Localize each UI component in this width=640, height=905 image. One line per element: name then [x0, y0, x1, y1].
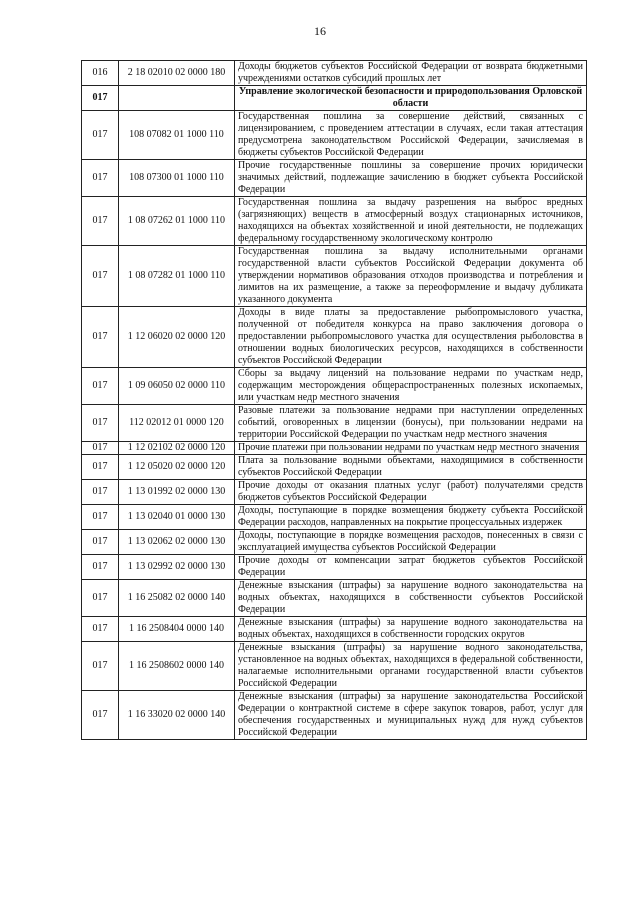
budget-code-cell: 1 12 06020 02 0000 120 [119, 307, 235, 368]
revenue-name-cell: Прочие доходы от компенсации затрат бюджетов субъектов Российской Федерации [235, 555, 587, 580]
admin-code-cell: 017 [82, 480, 119, 505]
admin-code-cell: 017 [82, 197, 119, 246]
revenue-name-cell: Денежные взыскания (штрафы) за нарушение водного законодательства, установленное на водных объектах, находящихся в федеральной собственности, налагаемые исполнительными органами государственной власти субъектов Российской Федерации [235, 642, 587, 691]
table-row [82, 580, 587, 617]
table-row [82, 617, 587, 642]
admin-code-cell: 016 [82, 61, 119, 86]
admin-code-cell: 017 [82, 160, 119, 197]
budget-code-cell: 1 12 05020 02 0000 120 [119, 455, 235, 480]
admin-code-cell: 017 [82, 580, 119, 617]
budget-code-cell: 108 07082 01 1000 110 [119, 111, 235, 160]
table-row [82, 160, 587, 197]
revenue-name-cell: Государственная пошлина за совершение действий, связанных с лицензированием, с проведением аттестации в случаях, если такая аттестация предусмотрена законодательством Российской Федерации, зачисляемая в бюджеты субъектов Российской Федерации [235, 111, 587, 160]
budget-code-cell: 1 16 33020 02 0000 140 [119, 691, 235, 740]
admin-code-cell: 017 [82, 86, 119, 111]
revenue-name-cell: Денежные взыскания (штрафы) за нарушение водного законодательства на водных объектах, находящихся в собственности субъектов Российской Федерации [235, 580, 587, 617]
table-row [82, 405, 587, 442]
budget-code-cell [119, 86, 235, 111]
table-row [82, 368, 587, 405]
table-row [82, 505, 587, 530]
table-row [82, 555, 587, 580]
revenue-name-cell: Доходы, поступающие в порядке возмещения расходов, понесенных в связи с эксплуатацией имущества субъектов Российской Федерации [235, 530, 587, 555]
table-row [82, 442, 587, 455]
revenue-name-cell: Прочие доходы от оказания платных услуг (работ) получателями средств бюджетов субъектов Российской Федерации [235, 480, 587, 505]
revenue-name-cell: Доходы, поступающие в порядке возмещения бюджету субъекта Российской Федерации расходов, направленных на покрытие процессуальных издержек [235, 505, 587, 530]
budget-code-cell: 1 13 02040 01 0000 130 [119, 505, 235, 530]
table-row [82, 642, 587, 691]
table-row [82, 246, 587, 307]
revenue-name-cell: Разовые платежи за пользование недрами при наступлении определенных событий, оговоренных в лицензии (бонусы), при пользовании недрами на территории Российской Федерации по участкам недр местного значения [235, 405, 587, 442]
table-row [82, 61, 587, 86]
revenue-name-cell: Доходы бюджетов субъектов Российской Федерации от возврата бюджетными учреждениями остатков субсидий прошлых лет [235, 61, 587, 86]
admin-code-cell: 017 [82, 555, 119, 580]
admin-code-cell: 017 [82, 691, 119, 740]
table-body [82, 61, 587, 740]
table-row [82, 111, 587, 160]
admin-code-cell: 017 [82, 455, 119, 480]
admin-code-cell: 017 [82, 530, 119, 555]
admin-code-cell: 017 [82, 442, 119, 455]
page-number: 16 [314, 24, 326, 38]
budget-code-cell: 1 13 02992 02 0000 130 [119, 555, 235, 580]
revenue-name-cell: Денежные взыскания (штрафы) за нарушение законодательства Российской Федерации о контрактной системе в сфере закупок товаров, работ, услуг для обеспечения государственных и муниципальных нужд для нужд субъектов Российской Федерации [235, 691, 587, 740]
admin-code-cell: 017 [82, 246, 119, 307]
revenue-name-cell: Доходы в виде платы за предоставление рыбопромыслового участка, полученной от победителя конкурса на право заключения договора о предоставлении рыбопромыслового участка для осуществления рыболовства в отношении водных биологических ресурсов, находящихся в собственности субъектов Российской Федерации [235, 307, 587, 368]
budget-code-cell: 1 09 06050 02 0000 110 [119, 368, 235, 405]
budget-code-cell: 1 16 25082 02 0000 140 [119, 580, 235, 617]
revenue-name-cell: Сборы за выдачу лицензий на пользование недрами по участкам недр, содержащим месторождения общераспространенных полезных ископаемых, или участкам недр местного значения [235, 368, 587, 405]
table-row [82, 480, 587, 505]
table-row [82, 307, 587, 368]
budget-code-cell: 2 18 02010 02 0000 180 [119, 61, 235, 86]
table-row [82, 691, 587, 740]
table-row [82, 455, 587, 480]
budget-code-cell: 1 12 02102 02 0000 120 [119, 442, 235, 455]
admin-code-cell: 017 [82, 307, 119, 368]
budget-code-cell: 1 16 2508602 0000 140 [119, 642, 235, 691]
table-row [82, 86, 587, 111]
admin-code-cell: 017 [82, 405, 119, 442]
budget-code-cell: 1 08 07262 01 1000 110 [119, 197, 235, 246]
admin-code-cell: 017 [82, 642, 119, 691]
revenue-name-cell: Управление экологической безопасности и природопользования Орловской области [235, 86, 587, 111]
admin-code-cell: 017 [82, 505, 119, 530]
revenue-name-cell: Прочие государственные пошлины за совершение прочих юридически значимых действий, подлежащие зачислению в бюджет субъекта Российской Федерации [235, 160, 587, 197]
budget-revenue-table [81, 60, 587, 740]
revenue-name-cell: Государственная пошлина за выдачу разрешения на выброс вредных (загрязняющих) веществ в атмосферный воздух стационарных источников, находящихся на объектах хозяйственной и иной деятельности, не подлежащих федеральному государственному экологическому контролю [235, 197, 587, 246]
revenue-name-cell: Прочие платежи при пользовании недрами по участкам недр местного значения [235, 442, 587, 455]
revenue-name-cell: Плата за пользование водными объектами, находящимися в собственности субъектов Российской Федерации [235, 455, 587, 480]
budget-code-cell: 1 08 07282 01 1000 110 [119, 246, 235, 307]
admin-code-cell: 017 [82, 368, 119, 405]
budget-code-cell: 112 02012 01 0000 120 [119, 405, 235, 442]
budget-code-cell: 1 13 02062 02 0000 130 [119, 530, 235, 555]
budget-code-cell: 1 16 2508404 0000 140 [119, 617, 235, 642]
table-row [82, 197, 587, 246]
admin-code-cell: 017 [82, 111, 119, 160]
budget-code-cell: 108 07300 01 1000 110 [119, 160, 235, 197]
budget-code-cell: 1 13 01992 02 0000 130 [119, 480, 235, 505]
table-row [82, 530, 587, 555]
admin-code-cell: 017 [82, 617, 119, 642]
revenue-name-cell: Государственная пошлина за выдачу исполнительными органами государственной власти субъектов Российской Федерации документа об утверждении нормативов образования отходов производства и потребления и лимитов на их размещение, а также за переоформление и выдачу дубликата указанного документа [235, 246, 587, 307]
revenue-name-cell: Денежные взыскания (штрафы) за нарушение водного законодательства на водных объектах, находящихся в собственности городских округов [235, 617, 587, 642]
